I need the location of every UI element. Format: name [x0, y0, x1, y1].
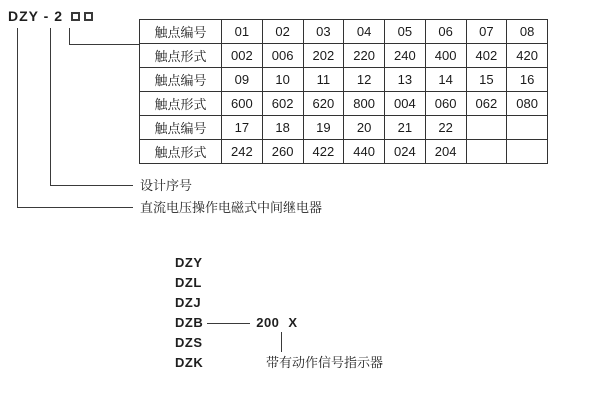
relay-description-connector-horizontal — [17, 207, 133, 208]
table-cell: 602 — [262, 92, 303, 116]
table-cell: 05 — [385, 20, 426, 44]
list-item-dzj — [175, 293, 298, 313]
row-header: 触点编号 — [140, 20, 222, 44]
model-prefix-label: DZL — [175, 275, 202, 290]
indicator-note: 带有动作信号指示器 — [266, 355, 384, 370]
table-cell: 20 — [344, 116, 385, 140]
table-cell: 400 — [425, 44, 466, 68]
table-cell: 16 — [507, 68, 548, 92]
table-cell: 800 — [344, 92, 385, 116]
table-cell: 422 — [303, 140, 344, 164]
table-cell: 07 — [466, 20, 507, 44]
design-serial-connector-vertical — [50, 28, 51, 186]
table-cell: 02 — [262, 20, 303, 44]
table-cell: 002 — [222, 44, 263, 68]
table-cell: 06 — [425, 20, 466, 44]
contact-code-table — [139, 19, 548, 164]
table-cell: 204 — [425, 140, 466, 164]
table-cell: 17 — [222, 116, 263, 140]
table-cell: 004 — [385, 92, 426, 116]
table-cell: 024 — [385, 140, 426, 164]
table-cell — [466, 116, 507, 140]
table-cell: 04 — [344, 20, 385, 44]
dzb-variant: X — [288, 315, 298, 330]
list-item-dzl — [175, 273, 298, 293]
row-header: 触点编号 — [140, 68, 222, 92]
table-cell: 09 — [222, 68, 263, 92]
table-row — [140, 20, 548, 44]
row-header: 触点形式 — [140, 44, 222, 68]
list-item-dzb — [175, 313, 298, 333]
table-cell: 14 — [425, 68, 466, 92]
table-cell: 10 — [262, 68, 303, 92]
table-cell: 11 — [303, 68, 344, 92]
design-serial-label: 设计序号 — [140, 178, 193, 193]
table-cell: 240 — [385, 44, 426, 68]
table-cell: 21 — [385, 116, 426, 140]
table-cell — [507, 140, 548, 164]
table-cell: 202 — [303, 44, 344, 68]
table-cell: 15 — [466, 68, 507, 92]
row-header: 触点形式 — [140, 92, 222, 116]
table-cell: 03 — [303, 20, 344, 44]
table-cell — [466, 140, 507, 164]
table-cell: 620 — [303, 92, 344, 116]
table-row — [140, 116, 548, 140]
row-header: 触点编号 — [140, 116, 222, 140]
table-cell: 080 — [507, 92, 548, 116]
model-prefix-label: DZS — [175, 335, 203, 350]
table-cell: 402 — [466, 44, 507, 68]
model-prefix-label: DZK — [175, 355, 204, 370]
table-row — [140, 68, 548, 92]
table-cell: 13 — [385, 68, 426, 92]
list-item-dzy — [175, 253, 298, 273]
model-prefix-label: DZY — [175, 255, 203, 270]
table-cell: 12 — [344, 68, 385, 92]
list-item-dzs — [175, 333, 298, 353]
relay-description-connector-vertical — [17, 28, 18, 208]
dzb-number: 200 — [256, 315, 280, 330]
table-cell: 060 — [425, 92, 466, 116]
table-cell: 08 — [507, 20, 548, 44]
table-cell: 242 — [222, 140, 263, 164]
relay-description-label: 直流电压操作电磁式中间继电器 — [140, 200, 323, 215]
model-code-prefix: DZY - 2 — [8, 8, 63, 24]
dzb-dash-line — [207, 323, 250, 324]
table-cell: 062 — [466, 92, 507, 116]
table-cell: 01 — [222, 20, 263, 44]
table-cell: 220 — [344, 44, 385, 68]
table-cell — [507, 116, 548, 140]
table-row — [140, 140, 548, 164]
variant-connector-vertical — [281, 332, 282, 352]
table-row — [140, 92, 548, 116]
table-cell: 260 — [262, 140, 303, 164]
table-cell: 18 — [262, 116, 303, 140]
code-placeholder-box-2 — [84, 12, 93, 21]
design-serial-connector-horizontal — [50, 185, 133, 186]
table-cell: 600 — [222, 92, 263, 116]
table-cell: 22 — [425, 116, 466, 140]
row-header: 触点形式 — [140, 140, 222, 164]
table-cell: 006 — [262, 44, 303, 68]
model-prefix-label: DZJ — [175, 295, 202, 310]
table-cell: 420 — [507, 44, 548, 68]
code-placeholder-box-1 — [71, 12, 80, 21]
table-cell: 19 — [303, 116, 344, 140]
table-cell: 440 — [344, 140, 385, 164]
model-code — [8, 8, 93, 24]
contact-code-connector-vertical — [69, 28, 70, 45]
table-row — [140, 44, 548, 68]
model-prefix-label: DZB — [175, 315, 204, 330]
contact-code-connector-horizontal — [69, 44, 139, 45]
